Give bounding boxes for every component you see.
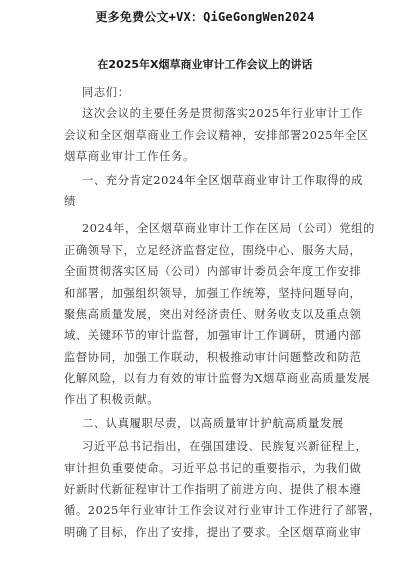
salutation — [64, 82, 356, 103]
text-line: 同志们： — [82, 86, 130, 99]
text-line: 习近平总书记指出，在强国建设、民族复兴新征程上， — [82, 440, 368, 454]
promo-banner: 更多免费公文+VX：QiGeGongWen2024 — [95, 10, 315, 24]
text-line: 域、关键环节的审计监督，加强审计工作调研，贯通内部 — [64, 329, 362, 343]
text-line: 烟草商业审计工作任务。 — [64, 150, 195, 164]
document-title: 在2025年X烟草商业审计工作会议上的讲话 — [97, 58, 313, 71]
text-line: 会议和全区烟草商业工作会议精神，安排部署2025年全区 — [64, 128, 369, 142]
text-line: 全面贯彻落实区局（公司）内部审计委员会年度工作安排 — [64, 265, 362, 279]
text-line: 明确了目标，作出了安排，提出了要求。全区烟草商业审 — [64, 525, 362, 539]
text-line: 二、认真履职尽责，以高质量审计护航高质量发展 — [82, 416, 344, 430]
text-line: 聚焦高质量发展，突出对经济责任、财务收支以及重点领 — [64, 307, 362, 321]
section-heading-2 — [64, 413, 356, 434]
text-line: 2024年，全区烟草商业审计工作在区局（公司）党组的 — [82, 222, 375, 236]
text-line: 这次会议的主要任务是贯彻落实2025年行业审计工作 — [82, 107, 363, 121]
text-line: 审计担负重要使命。习近平总书记的重要指示，为我们做 — [64, 461, 362, 475]
section-heading-1 — [64, 170, 363, 213]
document-body — [64, 82, 381, 543]
text-line: 监督协同，加强工作联动，积极推动审计问题整改和防范 — [64, 350, 362, 364]
text-line: 和部署，加强组织领导，加强工作统筹，坚持问题导向， — [64, 286, 362, 300]
text-line: 化解风险，以有力有效的审计监督为X烟草商业高质量发展 — [64, 372, 371, 386]
text-line: 好新时代新征程审计工作指明了前进方向、提供了根本遵 — [64, 483, 362, 497]
text-line: 循。2025年行业审计工作会议对行业审计工作进行了部署， — [64, 504, 381, 518]
text-line: 作出了积极贡献。 — [64, 393, 160, 407]
paragraph-achievements — [64, 218, 375, 411]
text-line: 正确领导下，立足经济监督定位，围绕中心、服务大局， — [64, 243, 362, 257]
text-line: 一、充分肯定2024年全区烟草商业审计工作取得的成 — [82, 173, 363, 187]
paragraph-intro — [64, 103, 369, 167]
text-line: 绩 — [64, 194, 76, 208]
paragraph-mission — [64, 436, 381, 543]
